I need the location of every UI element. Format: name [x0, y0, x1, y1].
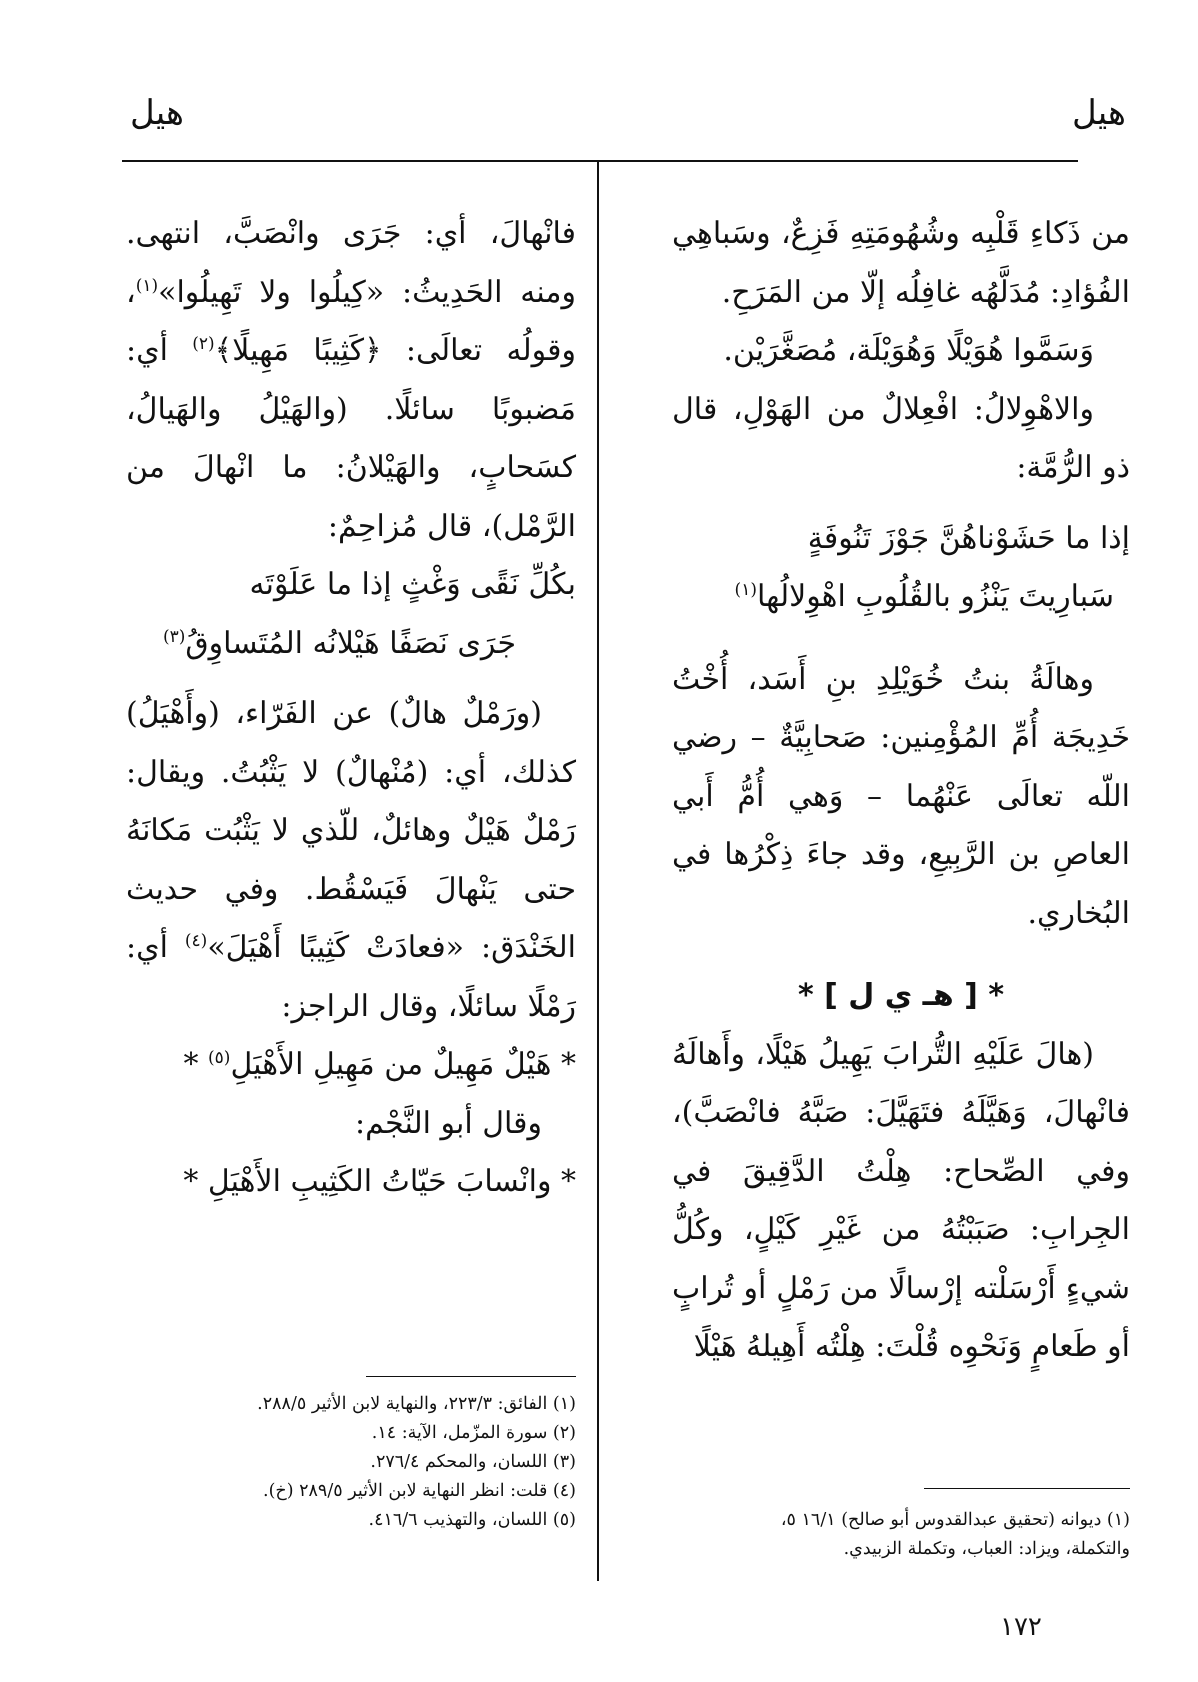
running-header-right: هيل	[1072, 93, 1126, 133]
entry-heading: * [ هـ ي ل ] *	[797, 978, 1005, 1013]
header-rule	[122, 160, 1078, 162]
footnote: (٢) سورة المزّمل، الآية: ١٤.	[371, 1423, 576, 1443]
verse-line: إذا ما حَشَوْناهُنَّ جَوْزَ تَنُوفَةٍ	[807, 520, 1130, 556]
right-column	[672, 205, 1130, 1377]
paragraph: (هالَ عَلَيْهِ التُّرابَ يَهِيلُ هَيْلًا، وأَهالَهُ فانْهالَ، وَهَيَّلَهُ فتَهَيَّلَ: صَبَّهُ فانْصَبَّ)، وفي الصِّحاح: هِلْتُ الدَّقِيقَ في الجِرابِ: صَبَبْتُهُ من غَيْرِ كَيْلٍ، وكُلُّ شيءٍ أَرْسَلْته إرْسالًا من رَمْلٍ أو تُرابٍ أو طَعامٍ وَنَحْوِه قُلْتَ: هِلْتُه أَهِيلهُ هَيْلًا	[672, 1036, 1130, 1364]
paragraph: فانْهالَ، أي: جَرَى وانْصَبَّ، انتهى. ومنه الحَدِيثُ: «كِيلُوا ولا تَهِيلُوا»$^{(١)}$، وقولُه تعالَى: ﴿كَثِيبًا مَهِيلًا﴾$^{(٢)}$ أي: مَضبوبًا سائلًا. (والهَيْلُ والهَيالُ، كسَحابٍ، والهَيْلانُ: ما انْهالَ من الرَّمْل)، قال مُزاحِمٌ:	[126, 216, 576, 544]
verse-line: سَبارِيتَ يَنْزُو بالقُلُوبِ اهْوِلالُها$^{(١)}$	[734, 579, 1114, 614]
running-header-left: هيل	[130, 93, 184, 133]
left-column	[126, 205, 576, 1212]
footnote-rule-left	[366, 1376, 576, 1377]
paragraph: وقال أبو النَّجْم:	[355, 1105, 542, 1141]
footnote: والتكملة، ويزاد: العباب، وتكملة الزبيدي.	[843, 1539, 1130, 1559]
paragraph: من ذَكاءِ قَلْبِه وشُهُومَتِهِ فَزِعٌ، وسَباهِي الفُؤادِ: مُدَلَّهُه غافِلُه إلّا من المَرَحِ.	[672, 216, 1130, 310]
footnote-ref: (٥)	[208, 1048, 231, 1068]
paragraph: والاهْوِلالُ: افْعِلالٌ من الهَوْلِ، قال ذو الرُّمَّة:	[672, 391, 1130, 485]
footnote: (١) ديوانه (تحقيق عبدالقدوس أبو صالح) ١٦/١ ٥،	[780, 1510, 1130, 1530]
footnotes-left	[136, 1390, 576, 1535]
footnote: (٤) قلت: انظر النهاية لابن الأثير ٢٨٩/٥ (خ).	[263, 1481, 576, 1501]
footnote-ref: (٤)	[184, 931, 208, 951]
footnote-rule-right	[924, 1488, 1130, 1489]
paragraph: وهالَةُ بنتُ خُوَيْلِدِ بنِ أَسَد، أُخْتُ خَدِيجَة أُمِّ المُؤْمِنين: صَحابِيَّةٌ – رضي اللّه تعالَى عَنْهُما – وَهي أُمُّ أَبي العاصِ بن الرَّبِيعِ، وقد جاءَ ذِكْرُها في البُخاري.	[672, 661, 1130, 931]
footnote-ref: (٣)	[162, 626, 186, 647]
footnote-ref: (١)	[734, 580, 757, 600]
paragraph: (ورَمْلٌ هالٌ) عن الفَرّاء، (وأَهْيَلُ) كذلك، أي: (مُنْهالٌ) لا يَثْبُتُ. ويقال: رَمْلٌ هَيْلٌ وهائلٌ، للّذي لا يَثْبُت مَكانَهُ حتى يَنْهالَ فَيَسْقُط. وفي حديث الخَنْدَق: «فعادَتْ كَثِيبًا أَهْيَلَ»$^{(٤)}$ أي: رَمْلًا سائلًا، وقال الراجز:	[126, 696, 576, 1024]
page-number: ١٧٢	[1000, 1612, 1042, 1642]
footnotes-right	[664, 1506, 1130, 1564]
footnote: (١) الفائق: ٢٢٣/٣، والنهاية لابن الأثير ٢٨٨/٥.	[257, 1394, 576, 1414]
footnote-ref: (١)	[135, 275, 159, 296]
footnote: (٥) اللسان، والتهذيب ٤١٦/٦.	[368, 1510, 576, 1530]
verse-line: بكُلِّ نَقًى وَغْثٍ إذا ما عَلَوْتَه	[249, 567, 576, 602]
verse-line: * هَيْلٌ مَهِيلٌ من مَهِيلِ الأَهْيَلِ$^{(٥)}$ *	[183, 1047, 576, 1082]
verse-line: جَرَى نَصَفًا هَيْلانُه المُتَساوِقُ$^{(٣)}$	[162, 625, 516, 661]
paragraph: وَسَمَّوا هُوَيْلًا وَهُوَيْلَة، مُصَغَّرَيْن.	[723, 333, 1094, 368]
footnote-ref: (٢)	[192, 334, 215, 354]
footnote: (٣) اللسان، والمحكم ٢٧٦/٤.	[370, 1452, 576, 1472]
column-divider	[597, 161, 599, 1581]
verse-line: * وانْسابَ حَيّاتُ الكَثِيبِ الأَهْيَلِ *	[183, 1164, 576, 1199]
